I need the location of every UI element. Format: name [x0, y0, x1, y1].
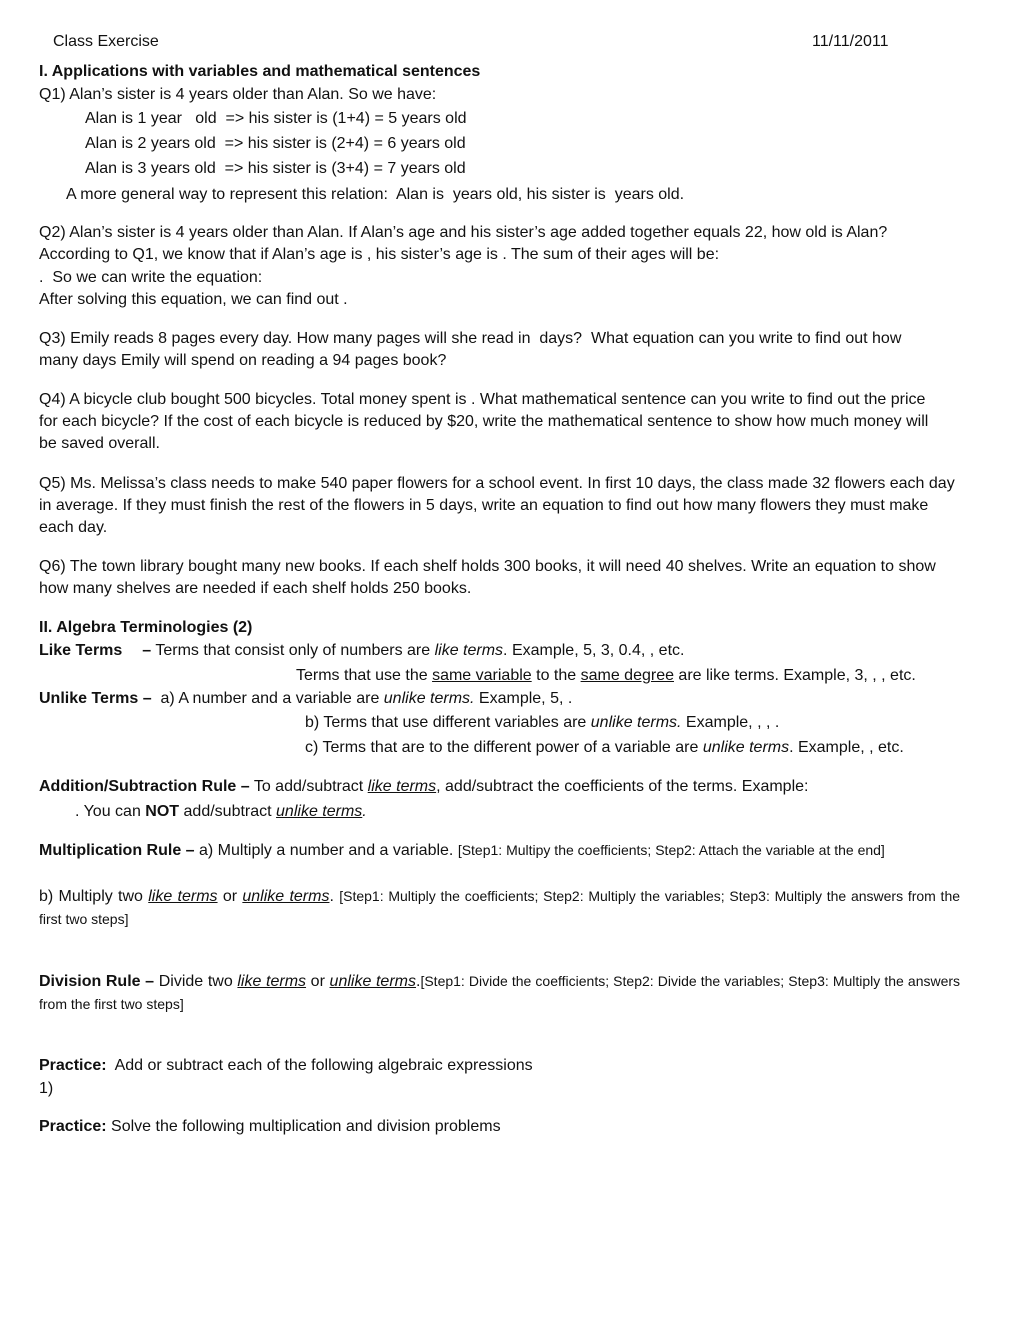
- q2-line-3: . So we can write the equation:: [39, 269, 263, 286]
- addsub-l2-pre: . You can: [75, 803, 146, 820]
- div-like-terms: like terms: [237, 973, 307, 990]
- q4-text: Q4) A bicycle club bought 500 bicycles. Total money spent is . What mathematical sentence can you write to find out the price for each bicycle? If the cost of each bicycle is reduced by $20, write the mathematical sentence to show how much money will be saved overall.: [39, 391, 929, 452]
- mult-b-unlike-terms: unlike terms: [242, 888, 330, 905]
- like-terms-line-1: [39, 640, 684, 662]
- q1-row-2: Alan is 2 years old => his sister is (2+4) = 6 years old: [85, 135, 466, 152]
- q1-row-3: Alan is 3 years old => his sister is (3+4) = 7 years old: [85, 160, 466, 177]
- practice-1-label: Practice:: [39, 1057, 107, 1074]
- addsub-rule-line-1: [39, 776, 808, 798]
- unlike-a-post: Example, 5, .: [474, 690, 573, 707]
- addsub-rule-label: Addition/Subtraction Rule –: [39, 778, 250, 795]
- unlike-c-pre: c) Terms that are to the different power of a variable are: [305, 739, 703, 756]
- q2-line-2: According to Q1, we know that if Alan’s age is , his sister’s age is . The sum of their ages will be:: [39, 246, 720, 263]
- like-terms-l1-pre: Terms that consist only of numbers are: [151, 642, 435, 659]
- q5-text: Q5) Ms. Melissa’s class needs to make 540 paper flowers for a school event. In first 10 days, the class made 32 flowers each day in average. If they must finish the rest of the flowers in 5 days, write an equation to find out how many flowers they must make each day.: [39, 475, 955, 536]
- q3-text: Q3) Emily reads 8 pages every day. How many pages will she read in days? What equation can you write to find out how many days Emily will spend on reading a 94 pages book?: [39, 330, 906, 369]
- unlike-b-pre: b) Terms that use different variables are: [305, 714, 591, 731]
- practice-2-label: Practice:: [39, 1118, 107, 1135]
- like-terms-l1-post: . Example, 5, 3, 0.4, , etc.: [503, 642, 685, 659]
- q1-intro: Q1) Alan’s sister is 4 years older than Alan. So we have:: [39, 86, 437, 103]
- div-pre: Divide two: [154, 973, 238, 990]
- section1-heading: I. Applications with variables and mathematical sentences: [39, 63, 481, 80]
- like-terms-l2-post: are like terms. Example, 3, , , etc.: [673, 667, 916, 684]
- q1-row-1: Alan is 1 year old => his sister is (1+4) = 5 years old: [85, 110, 467, 127]
- unlike-a-em: unlike terms.: [383, 690, 475, 707]
- addsub-unlike-terms: unlike terms: [276, 803, 363, 820]
- unlike-terms-line-b: [305, 712, 779, 734]
- header-date: 11/11/2011: [812, 33, 889, 50]
- practice-1-text: Add or subtract each of the following algebraic expressions: [106, 1057, 533, 1074]
- q1-general: A more general way to represent this relation: Alan is years old, his sister is years old.: [66, 186, 685, 203]
- div-unlike-terms: unlike terms: [329, 973, 416, 990]
- practice-1: [39, 1055, 533, 1077]
- like-terms-label: Like Terms: [39, 642, 123, 659]
- addsub-l2-mid: add/subtract: [179, 803, 277, 820]
- like-terms-l2-pre: Terms that use the: [296, 667, 433, 684]
- practice-1-item: 1): [39, 1080, 54, 1097]
- div-dot: .: [416, 973, 421, 990]
- q2-line-4: After solving this equation, we can find out .: [39, 291, 348, 308]
- unlike-a-pre: a) A number and a variable are: [151, 690, 384, 707]
- mult-rule-line-b: [39, 885, 960, 931]
- addsub-not: NOT: [145, 803, 180, 820]
- like-terms-l2-mid: to the: [531, 667, 581, 684]
- mult-rule-line-a: [39, 839, 885, 862]
- mult-b-like-terms: like terms: [148, 888, 218, 905]
- div-steps: [Step1: Divide the coefficients; Step2: Divide the variables; Step3: Multiply the answers from the first two steps]: [39, 973, 961, 1012]
- mult-b-steps: [Step1: Multiply the coefficients; Step2: Multiply the variables; Step3: Multiply the answers from the first two steps]: [39, 888, 961, 927]
- like-terms-line-2: [296, 665, 916, 687]
- div-or: or: [306, 973, 330, 990]
- unlike-c-em: unlike terms: [702, 739, 790, 756]
- q2-line-1: Q2) Alan’s sister is 4 years older than Alan. If Alan’s age and his sister’s age added together equals 22, how old is Alan?: [39, 224, 888, 241]
- div-rule-label: Division Rule –: [39, 973, 155, 990]
- mult-b-dot: .: [329, 888, 340, 905]
- mult-rule-label: Multiplication Rule –: [39, 842, 195, 859]
- mult-a-text: a) Multiply a number and a variable.: [194, 842, 458, 859]
- unlike-terms-label: Unlike Terms –: [39, 690, 152, 707]
- addsub-like-terms: like terms: [367, 778, 437, 795]
- section2-heading: II. Algebra Terminologies (2): [39, 619, 253, 636]
- q6-text: Q6) The town library bought many new books. If each shelf holds 300 books, it will need 40 shelves. Write an equation to show how many shelves are needed if each shelf holds 250 books.: [39, 558, 936, 597]
- mult-b-or: or: [217, 888, 243, 905]
- unlike-b-post: Example, , , .: [681, 714, 780, 731]
- addsub-post: , add/subtract the coefficients of the terms. Example:: [436, 778, 809, 795]
- addsub-pre: To add/subtract: [249, 778, 368, 795]
- like-terms-same-variable: same variable: [432, 667, 532, 684]
- header-title: Class Exercise: [53, 33, 159, 50]
- addsub-rule-line-2: [75, 801, 367, 823]
- practice-2-text: Solve the following multiplication and division problems: [106, 1118, 501, 1135]
- div-rule: [39, 970, 960, 1016]
- unlike-c-post: . Example, , etc.: [789, 739, 904, 756]
- mult-a-steps: [Step1: Multipy the coefficients; Step2: Attach the variable at the end]: [457, 842, 885, 858]
- mult-b-pre: b) Multiply two: [39, 888, 149, 905]
- practice-2: [39, 1116, 501, 1138]
- like-terms-same-degree: same degree: [580, 667, 674, 684]
- like-terms-dash: –: [142, 642, 152, 659]
- unlike-terms-line-c: [305, 737, 904, 759]
- unlike-b-em: unlike terms.: [590, 714, 682, 731]
- unlike-terms-line-a: [39, 688, 572, 710]
- like-terms-l1-em: like terms: [434, 642, 504, 659]
- addsub-l2-post: .: [362, 803, 367, 820]
